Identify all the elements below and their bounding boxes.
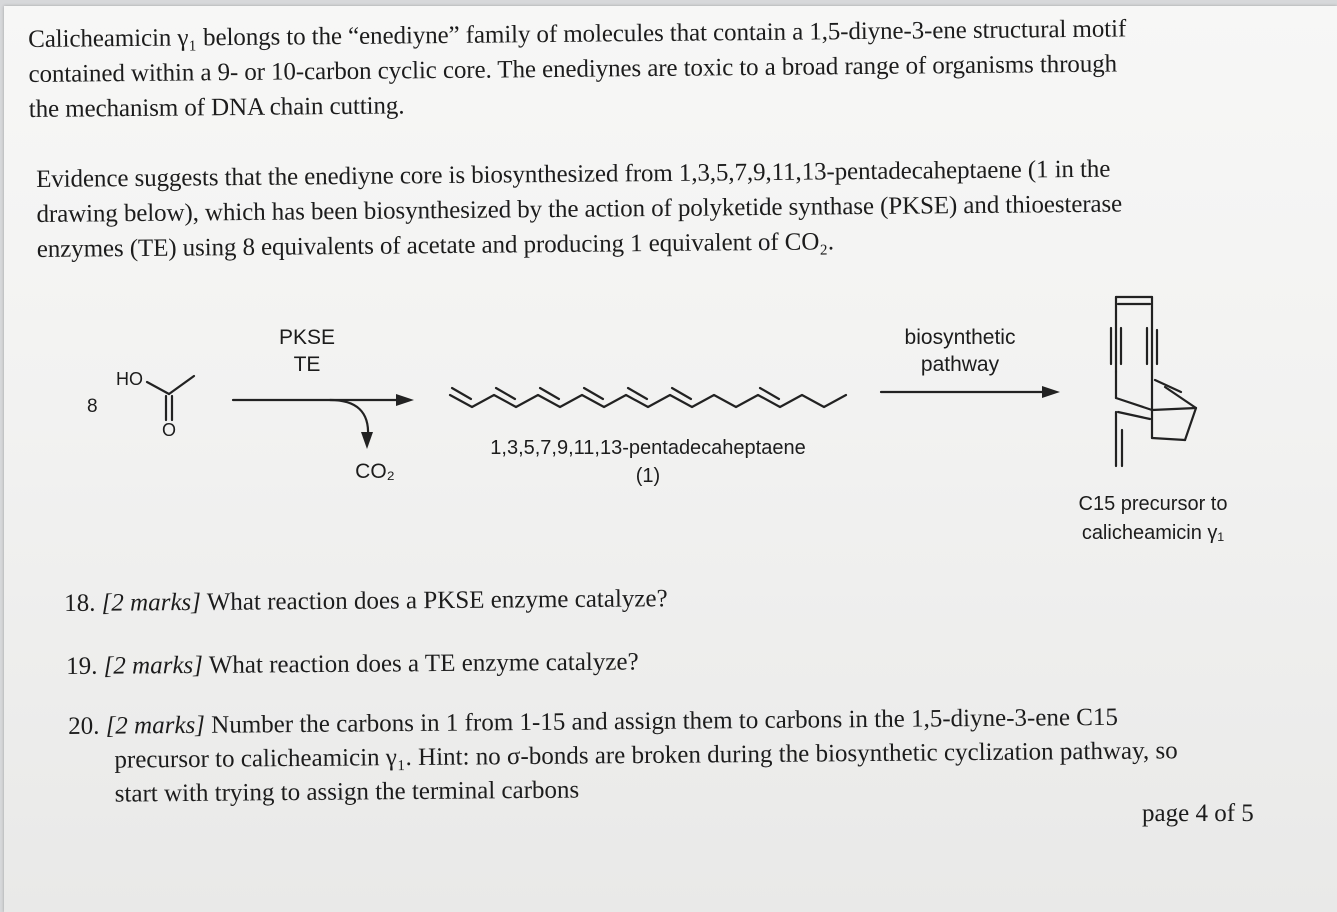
- co2-branch-arrow: [330, 400, 368, 436]
- question-marks: [2 marks]: [105, 711, 206, 740]
- intro-line: contained within a 9- or 10-carbon cyclic core. The enediynes are toxic to a broad range of organisms through: [28, 50, 1118, 88]
- evidence-line: Evidence suggests that the enediyne core is biosynthesized from 1,3,5,7,9,11,13-pentadecaheptaene (1 in the: [36, 155, 1111, 193]
- acetate-bond: [169, 376, 194, 394]
- product-name: 1,3,5,7,9,11,13-pentadecaheptaene: [490, 437, 806, 459]
- co2-label: CO₂: [355, 460, 395, 483]
- ring-bond: [1118, 412, 1150, 419]
- evidence-line: drawing below), which has been biosynthesized by the action of polyketide synthase (PKSE) and thioesterase: [36, 190, 1123, 228]
- ring-bond: [1116, 398, 1152, 410]
- evidence-line: enzymes (TE) using 8 equivalents of acetate and producing 1 equivalent of CO₂.: [36, 228, 835, 263]
- acetate-structure: [147, 376, 194, 420]
- question-number: 19.: [66, 652, 98, 680]
- question-number: 20.: [68, 712, 100, 740]
- precursor-caption-line1: C15 precursor to: [1078, 493, 1228, 515]
- pathway-label-line1: biosynthetic: [904, 326, 1016, 349]
- acetate-bond: [147, 382, 169, 394]
- arrow-head: [361, 432, 373, 449]
- intro-line: the mechanism of DNA chain cutting.: [28, 92, 405, 123]
- ring-bond: [1152, 408, 1196, 410]
- intro-line: Calicheamicin γ₁ belongs to the “enediyne” family of molecules that contain a 1,5-diyne-3-ene structural motif: [28, 15, 1127, 53]
- reagent-count: 8: [87, 396, 98, 417]
- question-marks: [2 marks]: [101, 588, 202, 617]
- arrow-head: [1042, 386, 1060, 398]
- arrow-head: [396, 394, 414, 406]
- question-text: What reaction does a PKSE enzyme catalyze?: [206, 585, 668, 616]
- question-18: [64, 582, 668, 621]
- question-marks: [2 marks]: [103, 651, 204, 680]
- question-text: Number the carbons in 1 from 1-15 and assign them to carbons in the 1,5-diyne-3-ene C15: [211, 703, 1119, 739]
- ring-bond: [1185, 408, 1196, 440]
- question-20: [68, 700, 1178, 812]
- pathway-label-line2: pathway: [920, 353, 1000, 376]
- product-number: (1): [635, 465, 661, 487]
- pentadecaheptaene-chain: [450, 388, 846, 407]
- enzyme-label-te: TE: [293, 353, 321, 376]
- question-number: 18.: [64, 589, 96, 617]
- oxygen-label: O: [162, 420, 177, 440]
- enzyme-label-pkse: PKSE: [278, 326, 336, 349]
- page-number: page 4 of 5: [1142, 800, 1254, 827]
- ring-bond: [1152, 438, 1185, 440]
- c15-precursor-structure: [1111, 297, 1196, 466]
- question-text-continued: start with trying to assign the terminal carbons: [114, 776, 580, 808]
- hydroxyl-label: HO: [116, 369, 143, 389]
- precursor-caption-line2: calicheamicin γ₁: [1081, 522, 1225, 544]
- question-text-continued: precursor to calicheamicin γ₁. Hint: no σ-bonds are broken during the biosynthetic cyclization pathway, so: [114, 737, 1178, 774]
- question-text: What reaction does a TE enzyme catalyze?: [208, 648, 639, 679]
- pkse-te-arrow: [233, 400, 398, 436]
- ring-bond: [1165, 387, 1196, 408]
- question-19: [66, 646, 639, 684]
